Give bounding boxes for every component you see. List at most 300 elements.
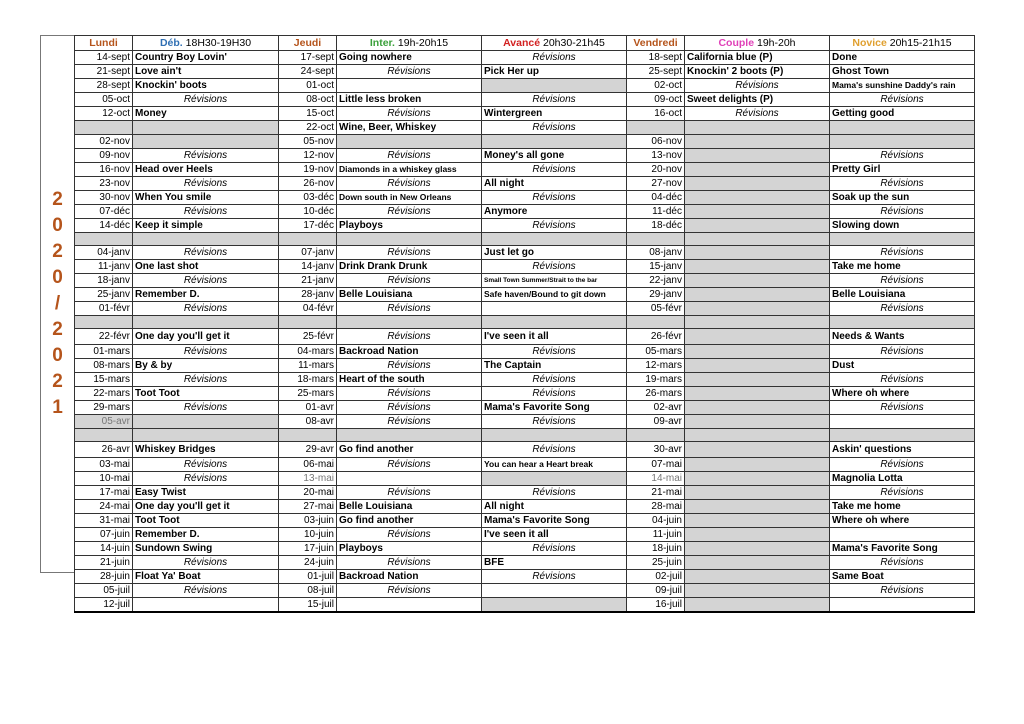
jeudi-date: 19-nov [279, 163, 337, 177]
vendredi-date: 20-nov [627, 163, 685, 177]
deb-cell: Révisions [133, 246, 279, 260]
lundi-date: 05-juil [75, 584, 133, 598]
vendredi-date: 29-janv [627, 288, 685, 302]
avance-cell [482, 79, 627, 93]
avance-cell: Révisions [482, 191, 627, 205]
vendredi-date: 27-nov [627, 177, 685, 191]
couple-cell [685, 442, 830, 458]
schedule-row [75, 93, 975, 107]
deb-cell [133, 415, 279, 429]
vendredi-date: 18-déc [627, 219, 685, 233]
deb-cell [133, 135, 279, 149]
avance-cell: Révisions [482, 486, 627, 500]
couple-cell [685, 149, 830, 163]
deb-cell: Révisions [133, 345, 279, 359]
couple-cell [685, 246, 830, 260]
schedule-row [75, 233, 975, 246]
lundi-date: 22-mars [75, 387, 133, 401]
couple-cell [685, 219, 830, 233]
inter-cell: Révisions [337, 415, 482, 429]
avance-cell: Money's all gone [482, 149, 627, 163]
vendredi-date: 11-déc [627, 205, 685, 219]
novice-cell: Révisions [830, 274, 975, 288]
schedule-row [75, 149, 975, 163]
deb-cell: Remember D. [133, 528, 279, 542]
header-avance [482, 36, 627, 51]
avance-cell: Révisions [482, 387, 627, 401]
inter-cell: Little less broken [337, 93, 482, 107]
lundi-date: 12-oct [75, 107, 133, 121]
deb-cell: Easy Twist [133, 486, 279, 500]
deb-cell: Money [133, 107, 279, 121]
couple-cell [685, 135, 830, 149]
inter-cell: Heart of the south [337, 373, 482, 387]
lundi-date [75, 233, 133, 246]
schedule-row [75, 429, 975, 442]
lundi-date: 01-févr [75, 302, 133, 316]
novice-cell: Ghost Town [830, 65, 975, 79]
deb-cell: Révisions [133, 93, 279, 107]
couple-cell [685, 500, 830, 514]
deb-cell: Révisions [133, 584, 279, 598]
lundi-date [75, 429, 133, 442]
deb-cell: When You smile [133, 191, 279, 205]
jeudi-date: 15-oct [279, 107, 337, 121]
deb-cell: Sundown Swing [133, 542, 279, 556]
deb-cell: Remember D. [133, 288, 279, 302]
jeudi-date: 13-mai [279, 472, 337, 486]
schedule-row [75, 514, 975, 528]
novice-level-time: 20h15-21h15 [886, 37, 952, 49]
couple-cell: Révisions [685, 107, 830, 121]
deb-cell: Révisions [133, 472, 279, 486]
couple-cell: California blue (P) [685, 51, 830, 65]
avance-cell: Révisions [482, 345, 627, 359]
year-char: 0 [52, 345, 63, 366]
jeudi-date: 25-mars [279, 387, 337, 401]
novice-cell: Révisions [830, 401, 975, 415]
lundi-date: 31-mai [75, 514, 133, 528]
avance-cell [482, 302, 627, 316]
couple-cell [685, 233, 830, 246]
avance-cell: Safe haven/Bound to git down [482, 288, 627, 302]
inter-cell [337, 316, 482, 329]
avance-cell: The Captain [482, 359, 627, 373]
schedule-table [74, 35, 975, 613]
inter-cell: Down south in New Orleans [337, 191, 482, 205]
avance-cell: Wintergreen [482, 107, 627, 121]
vendredi-date: 02-oct [627, 79, 685, 93]
inter-cell: Go find another [337, 514, 482, 528]
couple-cell [685, 514, 830, 528]
jeudi-date: 25-févr [279, 329, 337, 345]
inter-cell: Wine, Beer, Whiskey [337, 121, 482, 135]
couple-cell [685, 329, 830, 345]
deb-cell: Révisions [133, 149, 279, 163]
couple-cell [685, 528, 830, 542]
lundi-date: 30-nov [75, 191, 133, 205]
novice-cell: Révisions [830, 177, 975, 191]
vendredi-date: 08-janv [627, 246, 685, 260]
novice-cell [830, 316, 975, 329]
novice-cell [830, 429, 975, 442]
novice-cell: Révisions [830, 93, 975, 107]
year-char: 2 [52, 319, 63, 340]
schedule-row [75, 51, 975, 65]
novice-cell [830, 528, 975, 542]
lundi-date: 04-janv [75, 246, 133, 260]
novice-cell: Mama's sunshine Daddy's rain [830, 79, 975, 93]
novice-cell: Révisions [830, 556, 975, 570]
vendredi-date: 07-mai [627, 458, 685, 472]
inter-cell: Drink Drank Drunk [337, 260, 482, 274]
avance-cell: All night [482, 177, 627, 191]
jeudi-date: 05-nov [279, 135, 337, 149]
inter-cell [337, 233, 482, 246]
jeudi-date: 01-oct [279, 79, 337, 93]
couple-cell [685, 373, 830, 387]
lundi-date: 01-mars [75, 345, 133, 359]
inter-cell: Révisions [337, 528, 482, 542]
lundi-date: 14-sept [75, 51, 133, 65]
couple-cell [685, 570, 830, 584]
vendredi-date: 15-janv [627, 260, 685, 274]
inter-cell: Révisions [337, 302, 482, 316]
lundi-date [75, 121, 133, 135]
jeudi-date: 01-juil [279, 570, 337, 584]
deb-cell: By & by [133, 359, 279, 373]
vendredi-date: 02-juil [627, 570, 685, 584]
avance-cell [482, 472, 627, 486]
jeudi-date: 03-déc [279, 191, 337, 205]
schedule-row [75, 528, 975, 542]
couple-cell [685, 415, 830, 429]
jeudi-date: 24-sept [279, 65, 337, 79]
inter-cell [337, 429, 482, 442]
vendredi-date: 26-févr [627, 329, 685, 345]
schedule-row [75, 472, 975, 486]
lundi-date: 25-janv [75, 288, 133, 302]
jeudi-date: 08-juil [279, 584, 337, 598]
lundi-date: 24-mai [75, 500, 133, 514]
jeudi-date: 18-mars [279, 373, 337, 387]
jeudi-date: 08-avr [279, 415, 337, 429]
header-couple [685, 36, 830, 51]
jeudi-date: 17-déc [279, 219, 337, 233]
novice-cell: Révisions [830, 345, 975, 359]
inter-cell [337, 135, 482, 149]
inter-cell: Going nowhere [337, 51, 482, 65]
inter-level-time: 19h-20h15 [394, 37, 449, 49]
novice-cell: Mama's Favorite Song [830, 542, 975, 556]
deb-cell: One last shot [133, 260, 279, 274]
couple-cell [685, 177, 830, 191]
novice-cell: Révisions [830, 458, 975, 472]
couple-cell: Knockin' 2 boots (P) [685, 65, 830, 79]
lundi-date: 11-janv [75, 260, 133, 274]
inter-cell: Révisions [337, 486, 482, 500]
avance-cell: Révisions [482, 570, 627, 584]
inter-cell: Révisions [337, 205, 482, 219]
deb-cell: Révisions [133, 205, 279, 219]
inter-cell: Révisions [337, 149, 482, 163]
deb-cell [133, 121, 279, 135]
schedule-row [75, 65, 975, 79]
novice-cell: Needs & Wants [830, 329, 975, 345]
couple-cell [685, 401, 830, 415]
lundi-date: 28-sept [75, 79, 133, 93]
deb-cell [133, 316, 279, 329]
lundi-date: 10-mai [75, 472, 133, 486]
inter-cell: Diamonds in a whiskey glass [337, 163, 482, 177]
header-jeudi: Jeudi [279, 36, 337, 51]
couple-cell [685, 163, 830, 177]
jeudi-date: 10-juin [279, 528, 337, 542]
header-inter [337, 36, 482, 51]
schedule-row [75, 401, 975, 415]
deb-cell: Révisions [133, 302, 279, 316]
deb-cell [133, 429, 279, 442]
jeudi-date: 29-avr [279, 442, 337, 458]
novice-cell: Pretty Girl [830, 163, 975, 177]
avance-cell: Révisions [482, 219, 627, 233]
novice-cell: Révisions [830, 584, 975, 598]
avance-cell: I've seen it all [482, 329, 627, 345]
deb-cell: Float Ya' Boat [133, 570, 279, 584]
vendredi-date [627, 429, 685, 442]
inter-cell [337, 598, 482, 613]
couple-level-name: Couple [718, 37, 755, 49]
schedule-row [75, 260, 975, 274]
couple-cell [685, 274, 830, 288]
inter-cell: Révisions [337, 584, 482, 598]
vendredi-date: 30-avr [627, 442, 685, 458]
schedule-row [75, 274, 975, 288]
jeudi-date: 17-juin [279, 542, 337, 556]
vendredi-date: 05-févr [627, 302, 685, 316]
novice-cell: Soak up the sun [830, 191, 975, 205]
inter-cell: Révisions [337, 177, 482, 191]
novice-cell: Getting good [830, 107, 975, 121]
couple-cell [685, 302, 830, 316]
schedule-row [75, 177, 975, 191]
avance-cell: Mama's Favorite Song [482, 514, 627, 528]
lundi-date: 21-sept [75, 65, 133, 79]
jeudi-date [279, 233, 337, 246]
vendredi-date: 22-janv [627, 274, 685, 288]
schedule-row [75, 415, 975, 429]
jeudi-date: 21-janv [279, 274, 337, 288]
novice-cell: Révisions [830, 205, 975, 219]
couple-cell [685, 121, 830, 135]
couple-cell [685, 359, 830, 373]
vendredi-date: 25-sept [627, 65, 685, 79]
lundi-date: 16-nov [75, 163, 133, 177]
schedule-row [75, 107, 975, 121]
vendredi-date: 18-sept [627, 51, 685, 65]
jeudi-date: 11-mars [279, 359, 337, 373]
couple-cell [685, 205, 830, 219]
schedule-row [75, 205, 975, 219]
deb-cell: Révisions [133, 177, 279, 191]
deb-level-name: Déb. [159, 37, 183, 49]
vendredi-date: 12-mars [627, 359, 685, 373]
couple-cell: Sweet delights (P) [685, 93, 830, 107]
inter-cell: Go find another [337, 442, 482, 458]
avance-cell: Révisions [482, 442, 627, 458]
lundi-date: 09-nov [75, 149, 133, 163]
avance-cell: Pick Her up [482, 65, 627, 79]
avance-cell: Révisions [482, 415, 627, 429]
lundi-date: 05-avr [75, 415, 133, 429]
vendredi-date: 11-juin [627, 528, 685, 542]
header-deb [133, 36, 279, 51]
jeudi-date: 01-avr [279, 401, 337, 415]
vendredi-date: 06-nov [627, 135, 685, 149]
lundi-date: 03-mai [75, 458, 133, 472]
couple-cell [685, 345, 830, 359]
vendredi-date: 13-nov [627, 149, 685, 163]
inter-cell: Révisions [337, 556, 482, 570]
avance-cell: Révisions [482, 260, 627, 274]
avance-level-name: Avancé [503, 37, 541, 49]
jeudi-date: 26-nov [279, 177, 337, 191]
vendredi-date: 04-juin [627, 514, 685, 528]
novice-cell: Révisions [830, 149, 975, 163]
avance-cell: I've seen it all [482, 528, 627, 542]
novice-cell [830, 233, 975, 246]
vendredi-date: 09-juil [627, 584, 685, 598]
vendredi-date: 04-déc [627, 191, 685, 205]
jeudi-date: 27-mai [279, 500, 337, 514]
lundi-date: 12-juil [75, 598, 133, 613]
inter-cell: Révisions [337, 387, 482, 401]
deb-cell: Knockin' boots [133, 79, 279, 93]
jeudi-date [279, 316, 337, 329]
jeudi-date: 17-sept [279, 51, 337, 65]
lundi-date: 28-juin [75, 570, 133, 584]
novice-cell [830, 121, 975, 135]
schedule-row [75, 442, 975, 458]
jeudi-date: 28-janv [279, 288, 337, 302]
inter-cell: Révisions [337, 329, 482, 345]
deb-cell: One day you'll get it [133, 500, 279, 514]
schedule-row [75, 288, 975, 302]
deb-cell: Head over Heels [133, 163, 279, 177]
lundi-date: 14-déc [75, 219, 133, 233]
schedule-row [75, 486, 975, 500]
schedule-row [75, 345, 975, 359]
vendredi-date [627, 121, 685, 135]
lundi-date: 17-mai [75, 486, 133, 500]
couple-cell [685, 584, 830, 598]
schedule-row [75, 542, 975, 556]
novice-cell: Same Boat [830, 570, 975, 584]
couple-cell [685, 260, 830, 274]
novice-cell: Take me home [830, 260, 975, 274]
schedule-row [75, 373, 975, 387]
vendredi-date: 16-juil [627, 598, 685, 613]
year-char: 2 [52, 189, 63, 210]
couple-cell [685, 429, 830, 442]
jeudi-date: 14-janv [279, 260, 337, 274]
novice-cell: Dust [830, 359, 975, 373]
inter-cell: Révisions [337, 458, 482, 472]
avance-cell [482, 135, 627, 149]
deb-cell: Révisions [133, 274, 279, 288]
avance-cell: Révisions [482, 51, 627, 65]
lundi-date: 07-juin [75, 528, 133, 542]
deb-cell [133, 598, 279, 613]
year-char: 0 [52, 267, 63, 288]
jeudi-date: 04-mars [279, 345, 337, 359]
inter-cell: Playboys [337, 542, 482, 556]
avance-cell [482, 598, 627, 613]
schedule-row [75, 329, 975, 345]
vendredi-date [627, 233, 685, 246]
header-vendredi: Vendredi [627, 36, 685, 51]
jeudi-date: 08-oct [279, 93, 337, 107]
avance-cell: BFE [482, 556, 627, 570]
avance-cell: Révisions [482, 373, 627, 387]
vendredi-date: 02-avr [627, 401, 685, 415]
deb-cell: Toot Toot [133, 387, 279, 401]
couple-cell: Révisions [685, 79, 830, 93]
avance-cell: Révisions [482, 542, 627, 556]
vendredi-date: 09-avr [627, 415, 685, 429]
vendredi-date: 05-mars [627, 345, 685, 359]
lundi-date [75, 316, 133, 329]
lundi-date: 22-févr [75, 329, 133, 345]
schedule-row [75, 584, 975, 598]
lundi-date: 05-oct [75, 93, 133, 107]
deb-cell: Whiskey Bridges [133, 442, 279, 458]
vendredi-date: 21-mai [627, 486, 685, 500]
novice-cell: Révisions [830, 486, 975, 500]
lundi-date: 23-nov [75, 177, 133, 191]
avance-cell: Small Town Summer/Strait to the bar [482, 274, 627, 288]
vendredi-date: 28-mai [627, 500, 685, 514]
couple-cell [685, 288, 830, 302]
deb-cell: Toot Toot [133, 514, 279, 528]
deb-cell: Country Boy Lovin' [133, 51, 279, 65]
avance-cell: Révisions [482, 93, 627, 107]
header-lundi: Lundi [75, 36, 133, 51]
lundi-date: 21-juin [75, 556, 133, 570]
avance-level-time: 20h30-21h45 [540, 37, 605, 49]
novice-cell: Take me home [830, 500, 975, 514]
schedule-row [75, 191, 975, 205]
novice-cell: Révisions [830, 246, 975, 260]
avance-cell: All night [482, 500, 627, 514]
avance-cell [482, 316, 627, 329]
inter-cell: Playboys [337, 219, 482, 233]
header-row [75, 36, 975, 51]
avance-cell [482, 584, 627, 598]
schedule-row [75, 121, 975, 135]
deb-cell [133, 233, 279, 246]
lundi-date: 15-mars [75, 373, 133, 387]
lundi-date: 26-avr [75, 442, 133, 458]
deb-cell: Love ain't [133, 65, 279, 79]
couple-cell [685, 191, 830, 205]
vendredi-date: 14-mai [627, 472, 685, 486]
jeudi-date: 20-mai [279, 486, 337, 500]
jeudi-date: 15-juil [279, 598, 337, 613]
avance-cell: You can hear a Heart break [482, 458, 627, 472]
inter-cell: Belle Louisiana [337, 500, 482, 514]
vendredi-date: 09-oct [627, 93, 685, 107]
